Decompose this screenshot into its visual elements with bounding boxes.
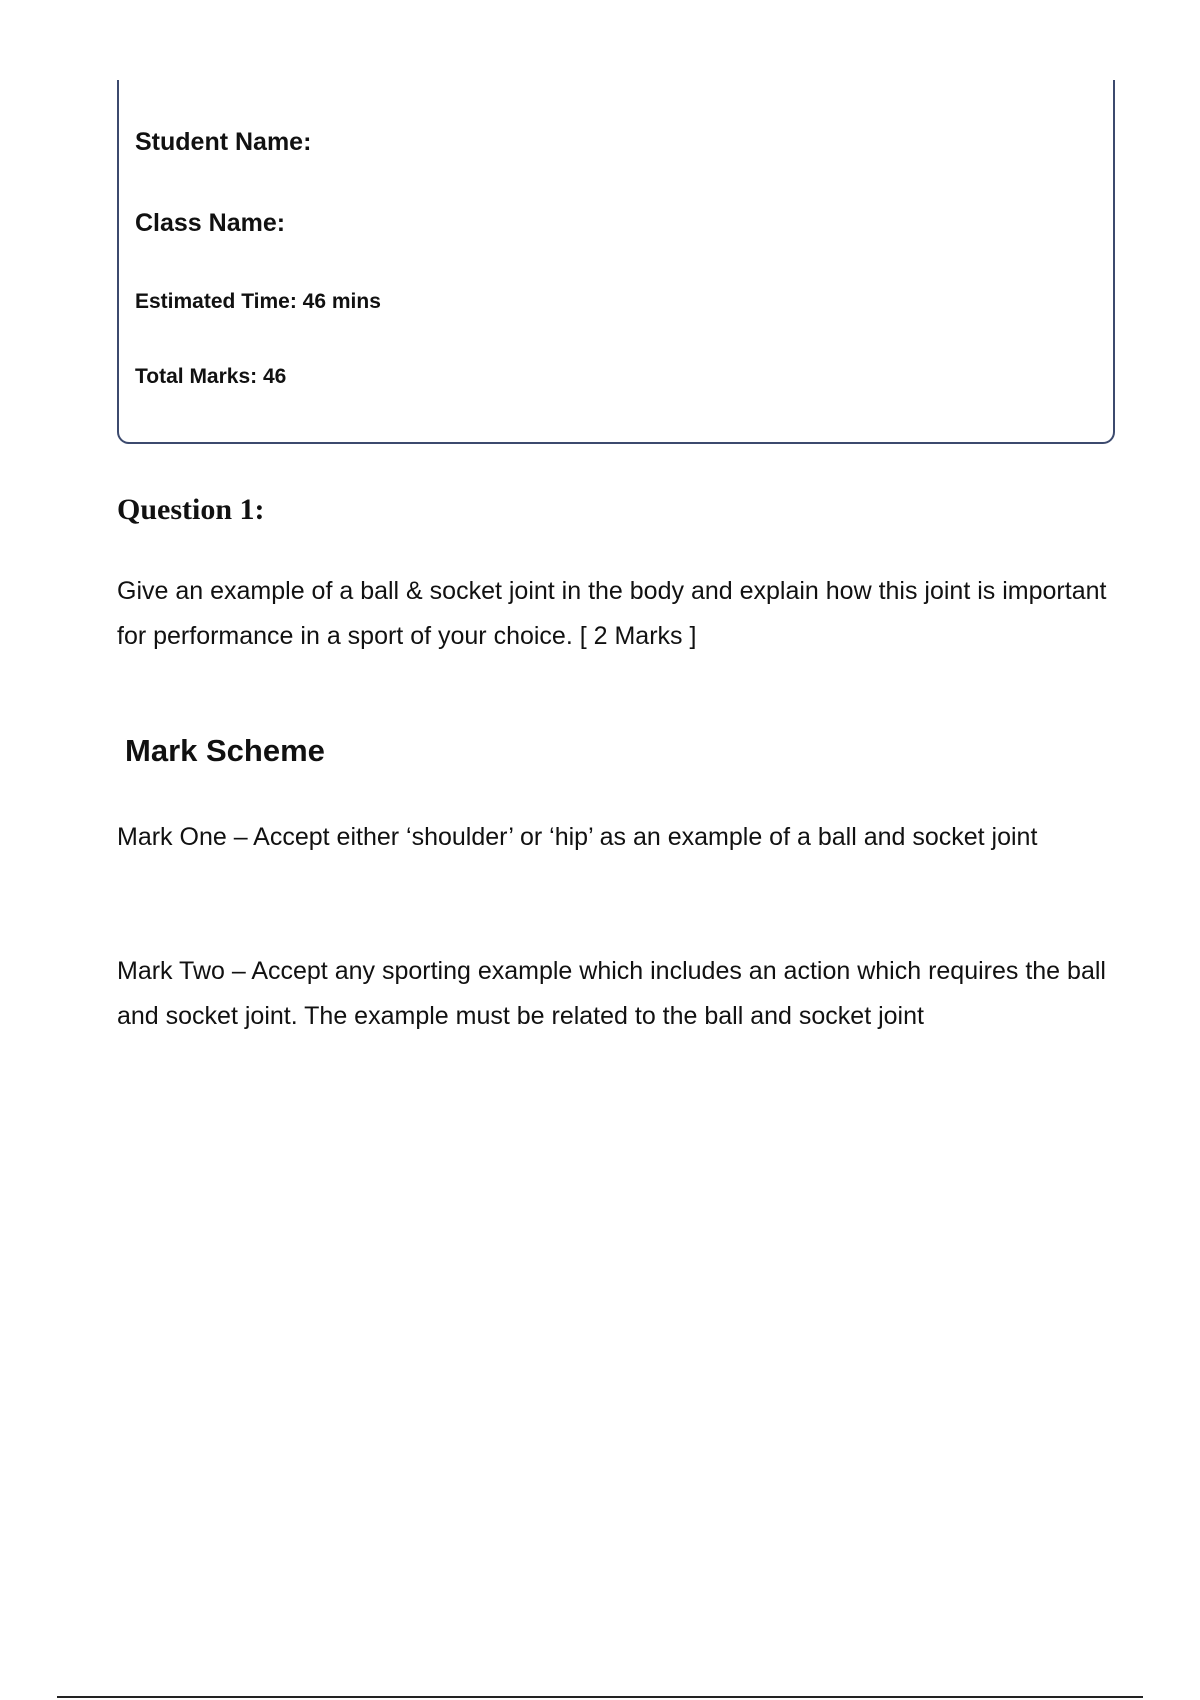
mark-scheme-item-two: Mark Two – Accept any sporting example which includes an action which requires the ball and socket joint. The example must be related to the ball and socket joint: [117, 957, 1106, 1030]
question-title: Question 1:: [117, 493, 265, 526]
student-name-label: Student Name:: [135, 128, 312, 156]
mark-scheme-title: Mark Scheme: [125, 733, 325, 768]
class-name-label: Class Name:: [135, 209, 286, 237]
question-text: Give an example of a ball & socket joint in the body and explain how this joint is important for performance in a sport of your choice. [ 2 Marks ]: [117, 577, 1107, 650]
total-marks: Total Marks: 46: [135, 365, 287, 388]
estimated-time: Estimated Time: 46 mins: [135, 290, 381, 313]
mark-scheme-item-one: Mark One – Accept either ‘shoulder’ or ‘hip’ as an example of a ball and socket joint: [117, 823, 1038, 851]
footer-divider: [57, 1696, 1143, 1698]
student-info-box: [117, 80, 1115, 444]
